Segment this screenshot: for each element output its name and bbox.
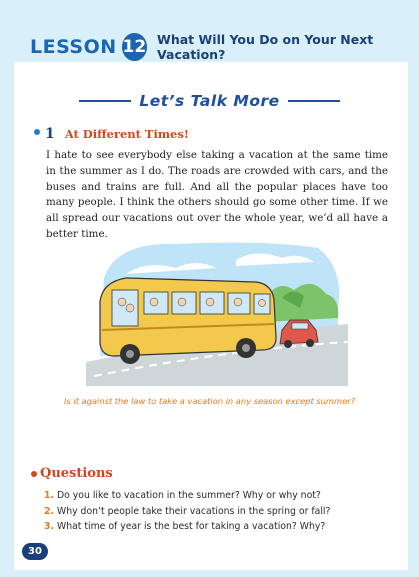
questions-list xyxy=(44,488,330,535)
bus-illustration xyxy=(86,238,348,386)
lesson-word: LESSON xyxy=(30,36,117,58)
question-text: What time of year is the best for taking a vacation? Why? xyxy=(57,521,326,532)
part1-title: At Different Times! xyxy=(64,127,189,141)
lesson-header xyxy=(30,30,419,64)
questions-heading xyxy=(31,466,113,481)
heading-rule-right xyxy=(288,100,340,102)
question-number: 3. xyxy=(44,521,55,532)
part1-heading xyxy=(34,126,189,142)
question-text: Do you like to vacation in the summer? Why or why not? xyxy=(57,490,321,501)
question-number: 2. xyxy=(44,505,55,517)
lesson-number-badge: 12 xyxy=(122,33,147,61)
question-text: Why don’t people take their vacations in the spring or fall? xyxy=(57,505,331,517)
section-heading-text: Let’s Talk More xyxy=(139,92,280,110)
list-item xyxy=(44,488,330,504)
bus-icon xyxy=(100,278,276,364)
questions-heading-text: Questions xyxy=(40,466,113,481)
bullet-dot-icon xyxy=(31,471,37,477)
question-number: 1. xyxy=(44,490,55,501)
section-heading xyxy=(0,92,419,110)
list-item xyxy=(44,519,330,535)
heading-rule-left xyxy=(79,100,131,102)
page-number-badge: 30 xyxy=(22,543,48,560)
lesson-title: What Will You Do on Your Next Vacation? xyxy=(157,32,374,62)
bullet-dot-icon xyxy=(34,129,40,135)
illustration-caption: Is it against the law to take a vacation in any season except summer? xyxy=(63,396,356,406)
part1-number: 1 xyxy=(45,126,55,142)
list-item xyxy=(44,504,330,520)
reading-passage: I hate to see everybody else taking a vacation at the same time in the summer as I do. The roads are crowded with cars, and the buses and trains are full. And all the popular places have too many people. I think the others should go some other time. If we all spread our vacations out over the whole year, we’d all have a better time. xyxy=(46,149,388,240)
